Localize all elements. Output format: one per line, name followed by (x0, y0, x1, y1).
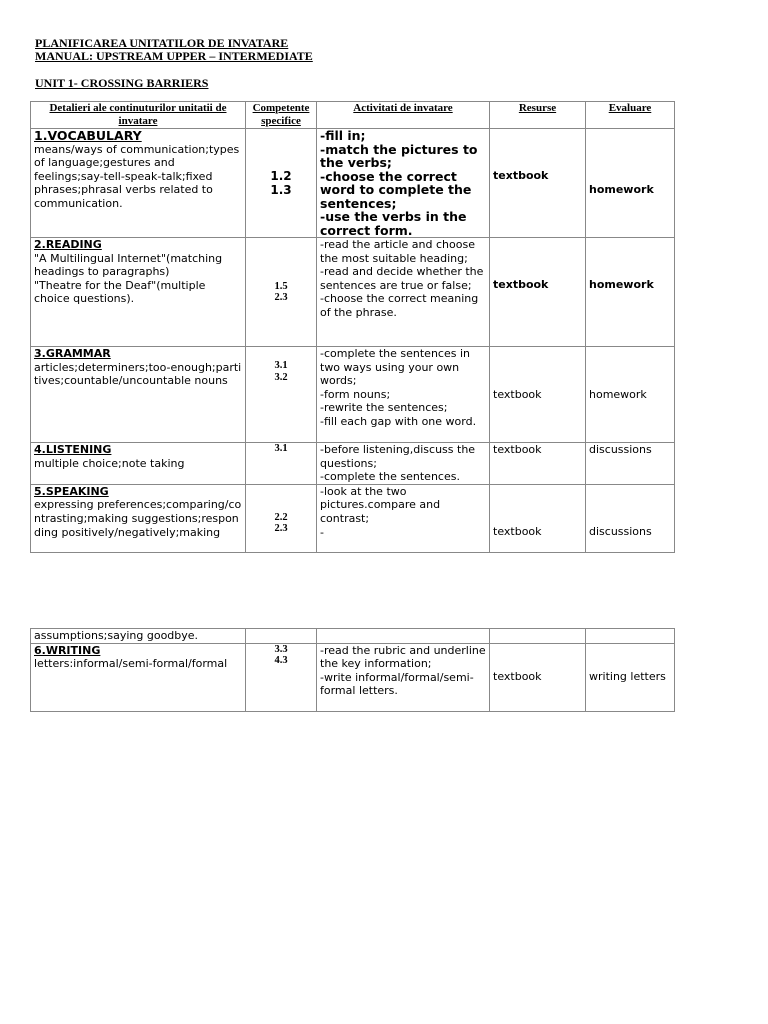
manual-title: MANUAL: UPSTREAM UPPER – INTERMEDIATE (35, 49, 313, 63)
grammar-activity-4: -fill each gap with one word. (320, 414, 477, 428)
col-evaluation: Evaluare (586, 102, 675, 129)
col-activities: Activitati de invatare (317, 102, 490, 129)
grammar-activity-3: -rewrite the sentences; (320, 401, 448, 415)
vocabulary-activity-3: -choose the correct word to complete the sentences; (320, 168, 472, 211)
vocabulary-activity-4: -use the verbs in the correct form. (320, 209, 467, 238)
row-vocabulary (31, 129, 675, 238)
vocabulary-comp-1: 1.2 (270, 169, 292, 183)
grammar-content: articles;determiners;too-enough;partitives;countable/uncountable nouns (34, 360, 242, 388)
writing-evaluation: writing letters (586, 643, 675, 711)
writing-activity-1: -read the rubric and underline the key information; (320, 643, 486, 671)
row-grammar (31, 347, 675, 443)
grammar-comp-2: 3.2 (274, 371, 288, 383)
reading-content-2: "Theatre for the Deaf"(multiple choice questions). (34, 278, 206, 306)
speaking-activity-2: - (320, 525, 324, 539)
vocabulary-comp-2: 1.3 (270, 183, 292, 197)
col-competences: Competente specifice (246, 102, 317, 129)
writing-resource: textbook (490, 643, 586, 711)
empty-cell (317, 629, 490, 644)
col-details: Detalieri ale continuturilor unitatii de invatare (31, 102, 246, 129)
speaking-resource: textbook (490, 484, 586, 552)
reading-evaluation: homework (586, 238, 675, 347)
speaking-evaluation: discussions (586, 484, 675, 552)
vocabulary-activity-1: -fill in; (320, 128, 366, 143)
speaking-comp-1: 2.2 (274, 511, 288, 523)
speaking-comp-2: 2.3 (274, 523, 288, 535)
listening-comp-1: 3.1 (274, 443, 288, 454)
speaking-activity-1: -look at the two pictures.compare and contrast; (320, 484, 441, 525)
listening-activity-2: -complete the sentences. (320, 470, 460, 484)
listening-activity-1: -before listening,discuss the questions; (320, 443, 476, 470)
grammar-title: 3.GRAMMAR (34, 347, 111, 360)
listening-title: 4.LISTENING (34, 443, 112, 456)
grammar-comp-1: 3.1 (274, 360, 288, 371)
reading-content-1: "A Multilingual Internet"(matching headings to paragraphs) (34, 251, 223, 279)
reading-activity-3: -choose the correct meaning of the phrase. (320, 292, 479, 319)
row-reading (31, 238, 675, 347)
reading-activity-2: -read and decide whether the sentences are true or false; (320, 265, 484, 292)
writing-activity-2: -write informal/formal/semi-formal letters. (320, 670, 474, 698)
unit-title: UNIT 1- CROSSING BARRIERS (35, 76, 209, 90)
reading-comp-2: 2.3 (274, 292, 288, 303)
speaking-content-continued: assumptions;saying goodbye. (31, 629, 246, 644)
listening-resource: textbook (490, 443, 586, 485)
vocabulary-evaluation: homework (586, 129, 675, 238)
grammar-activity-1: -complete the sentences in two ways using your own words; (320, 347, 470, 388)
grammar-activity-2: -form nouns; (320, 387, 391, 401)
vocabulary-content: means/ways of communication;types of language;gestures and feelings;say-tell-speak-talk;fixed phrases;phrasal verbs related to communication. (34, 142, 240, 210)
reading-title: 2.READING (34, 238, 102, 251)
row-writing (31, 643, 675, 711)
listening-content: multiple choice;note taking (34, 456, 185, 470)
writing-comp-1: 3.3 (274, 643, 288, 655)
plan-title: PLANIFICAREA UNITATILOR DE INVATARE (35, 36, 289, 50)
speaking-content: expressing preferences;comparing/contrasting;making suggestions;responding positively/negatively;making (34, 498, 242, 539)
reading-comp-1: 1.5 (274, 280, 288, 292)
listening-evaluation: discussions (586, 443, 675, 485)
grammar-resource: textbook (490, 347, 586, 443)
grammar-evaluation: homework (586, 347, 675, 443)
writing-title: 6.WRITING (34, 643, 101, 657)
speaking-title: 5.SPEAKING (34, 484, 109, 498)
writing-comp-2: 4.3 (274, 655, 288, 667)
empty-cell (586, 629, 675, 644)
header-row (31, 102, 675, 129)
planning-table (30, 101, 675, 553)
reading-activity-1: -read the article and choose the most suitable heading; (320, 238, 475, 265)
row-speaking-continued (31, 629, 675, 644)
vocabulary-resource: textbook (490, 129, 586, 238)
empty-cell (246, 629, 317, 644)
writing-content: letters:informal/semi-formal/formal (34, 657, 228, 671)
row-listening (31, 443, 675, 485)
row-speaking (31, 484, 675, 552)
col-resources: Resurse (490, 102, 586, 129)
planning-table-continued (30, 628, 675, 712)
vocabulary-title: 1.VOCABULARY (34, 128, 142, 143)
empty-cell (490, 629, 586, 644)
vocabulary-activity-2: -match the pictures to the verbs; (320, 141, 478, 170)
reading-resource: textbook (490, 238, 586, 347)
